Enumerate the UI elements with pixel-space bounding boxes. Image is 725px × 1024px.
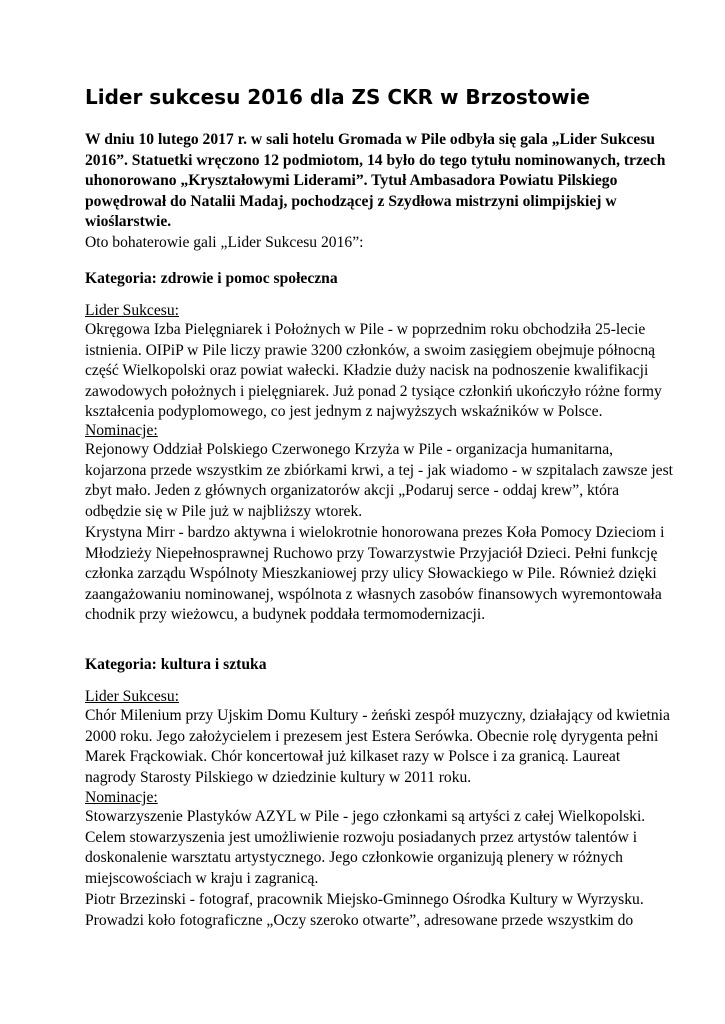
paragraph-line: kształcenia podyplomowego, co jest jednym z najwyższych wskaźników w Polsce.: [85, 403, 603, 421]
paragraph-line: doskonalenie warsztatu artystycznego. Jego członkowie organizują plenery w różnych: [85, 849, 623, 867]
paragraph-line: istnienia. OIPiP w Pile liczy prawie 3200 członków, a swoim zasięgiem obejmuje północną: [85, 341, 656, 359]
leader-paragraph: [85, 706, 670, 788]
paragraph-line: nagrody Starosty Pilskiego w dziedzinie kultury w 2011 roku.: [85, 768, 472, 786]
intro-text: Oto bohaterowie gali „Lider Sukcesu 2016”:: [85, 234, 364, 251]
paragraph-line: Marek Frąckowiak. Chór koncertował już kilkaset razy w Polsce i za granicą. Laureat: [85, 748, 621, 766]
leader-paragraph: [85, 320, 662, 423]
nomination-paragraph: [85, 890, 650, 931]
lead-line: wioślarstwie.: [85, 213, 172, 231]
lead-line: powędrował do Natalii Madaj, pochodzącej z Szydłowa mistrzyni olimpijskiej w: [85, 192, 617, 210]
paragraph-line: Okręgowa Izba Pielęgniarek i Położnych w Pile - w poprzednim roku obchodziła 25-lecie: [85, 321, 646, 338]
paragraph-line: odbędzie się w Pile już w najbliższy wtorek.: [85, 502, 363, 520]
paragraph-line: chodnik przy wieżowcu, a budynek poddała termomodernizacji.: [85, 606, 486, 624]
nominations-label: Nominacje:: [85, 789, 158, 806]
paragraph-line: Celem stowarzyszenia jest umożliwienie rozwoju posiadanych przez artystów talentów i: [85, 828, 638, 846]
nomination-paragraph: [85, 440, 674, 522]
paragraph-line: miejscowościach w kraju i zagranicą.: [85, 869, 319, 887]
paragraph-line: zaangażowaniu nominowanej, wspólnota z własnych zasobów finansowych wyremontowała: [85, 585, 662, 603]
paragraph-line: Piotr Brzezinski - fotograf, pracownik Miejsko-Gminnego Ośrodka Kultury w Wyrzysku.: [85, 891, 644, 908]
paragraph-line: część Wielkopolski oraz powiat wałecki. Kładzie duży nacisk na podnoszenie kwalifikacji: [85, 362, 649, 380]
paragraph-line: Młodzieży Niepełnosprawnej Ruchowo przy Towarzystwie Przyjaciół Dzieci. Pełni funkcję: [85, 544, 658, 562]
paragraph-line: Rejonowy Oddział Polskiego Czerwonego Krzyża w Pile - organizacja humanitarna,: [85, 441, 614, 458]
paragraph-line: zawodowych położnych i pielęgniarek. Już ponad 2 tysiące członkiń ukończyło różne formy: [85, 382, 662, 400]
category-heading-health: Kategoria: zdrowie i pomoc społeczna: [85, 270, 338, 287]
nominations-label: Nominacje:: [85, 422, 158, 439]
lead-line: uhonorowano „Kryształowymi Liderami”. Tytuł Ambasadora Powiatu Pilskiego: [85, 172, 618, 190]
paragraph-line: członka zarządu Wspólnoty Mieszkaniowej przy ulicy Słowackiego w Pile. Również dzięki: [85, 565, 657, 583]
paragraph-line: zbyt mało. Jeden z głównych organizatorów akcji „Podaruj serce - oddaj krew”, która: [85, 482, 620, 500]
paragraph-line: 2000 roku. Jego założycielem i prezesem jest Estera Serówka. Obecnie rolę dyrygenta pełni: [85, 727, 659, 745]
leader-label: Lider Sukcesu:: [85, 302, 179, 319]
lead-line: 2016”. Statuetki wręczono 12 podmiotom, 14 było do tego tytułu nominowanych, trzech: [85, 151, 666, 169]
lead-line: W dniu 10 lutego 2017 r. w sali hotelu Gromada w Pile odbyła się gala „Lider Sukcesu: [85, 131, 655, 148]
lead-paragraph: [85, 130, 666, 233]
paragraph-line: Krystyna Mirr - bardzo aktywna i wielokrotnie honorowana prezes Koła Pomocy Dzieciom i: [85, 524, 665, 541]
paragraph-line: Chór Milenium przy Ujskim Domu Kultury - żeński zespół muzyczny, działający od kwietnia: [85, 707, 670, 724]
nomination-paragraph: [85, 807, 650, 889]
paragraph-line: Prowadzi koło fotograficzne „Oczy szeroko otwarte”, adresowane przede wszystkim do: [85, 911, 634, 929]
nomination-paragraph: [85, 523, 665, 626]
category-heading-culture: Kategoria: kultura i sztuka: [85, 656, 267, 673]
paragraph-line: kojarzona przede wszystkim ze zbiórkami krwi, a tej - jak wiadomo - w szpitalach zawsze jest: [85, 461, 674, 479]
leader-label: Lider Sukcesu:: [85, 688, 179, 705]
paragraph-line: Stowarzyszenie Plastyków AZYL w Pile - jego członkami są artyści z całej Wielkopolski.: [85, 808, 646, 825]
page-title: Lider sukcesu 2016 dla ZS CKR w Brzostowie: [85, 85, 590, 109]
